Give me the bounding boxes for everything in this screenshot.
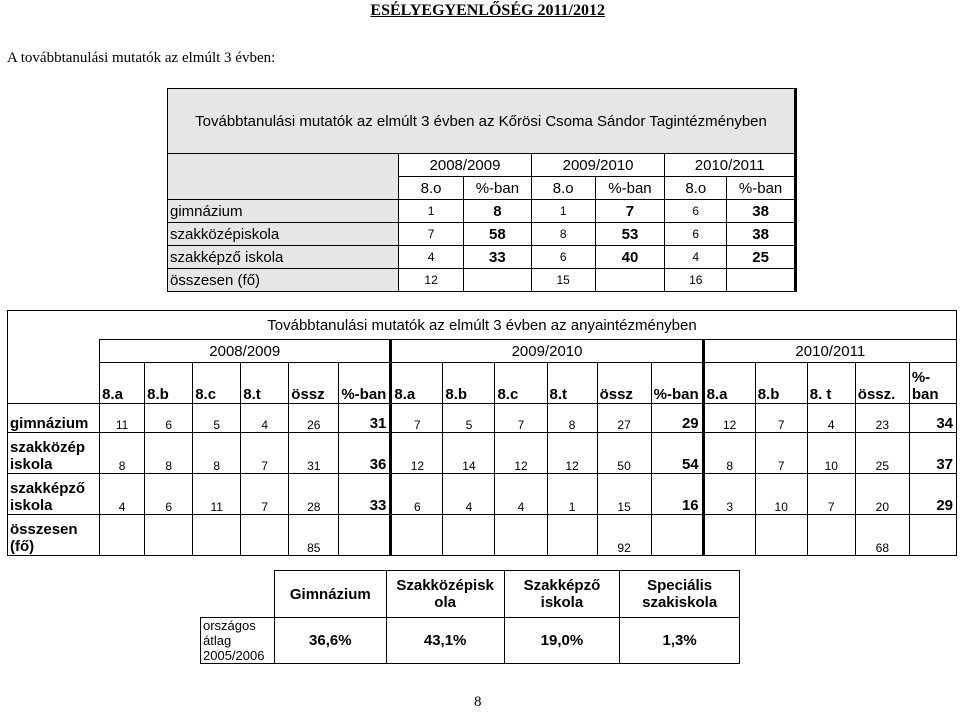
percent-cell: 16	[651, 474, 703, 515]
sub-header: 8.o	[399, 177, 464, 200]
row-label: összesen (fő)	[8, 515, 100, 556]
sub-header: %-ban	[651, 363, 703, 404]
count-cell: 4	[100, 474, 145, 515]
count-cell: 31	[289, 433, 339, 474]
average-value: 36,6%	[274, 618, 386, 664]
count-cell: 4	[807, 404, 855, 433]
count-cell: 7	[241, 474, 289, 515]
count-cell: 6	[391, 474, 443, 515]
row-label: szakképző iskola	[8, 474, 100, 515]
count-cell: 4	[665, 246, 727, 269]
table-row	[168, 223, 796, 246]
count-cell: 27	[597, 404, 651, 433]
count-cell: 8	[531, 223, 595, 246]
count-cell: 7	[241, 433, 289, 474]
table-row	[168, 246, 796, 269]
row-label: szakképző iskola	[168, 246, 399, 269]
table-row	[8, 515, 957, 556]
sub-header: össz	[597, 363, 651, 404]
main-school-table	[7, 310, 957, 556]
count-cell: 4	[443, 474, 495, 515]
table-row	[8, 474, 957, 515]
sub-header: %-ban	[727, 177, 796, 200]
count-cell: 4	[495, 474, 547, 515]
count-cell: 26	[289, 404, 339, 433]
count-cell: 16	[665, 269, 727, 292]
sub-header: %-ban	[595, 177, 665, 200]
percent-cell	[339, 515, 391, 556]
year-header: 2009/2010	[531, 154, 665, 177]
percent-cell: 37	[909, 433, 956, 474]
main-table-corner	[8, 340, 100, 404]
count-cell: 14	[443, 433, 495, 474]
sub-header: 8.a	[703, 363, 755, 404]
percent-cell: 34	[909, 404, 956, 433]
row-label: szakközép iskola	[8, 433, 100, 474]
table-row	[8, 404, 957, 433]
count-cell: 7	[755, 404, 807, 433]
count-cell: 6	[665, 200, 727, 223]
year-header: 2008/2009	[100, 340, 391, 363]
sub-header: össz.	[855, 363, 909, 404]
count-cell: 10	[755, 474, 807, 515]
sub-header: 8.b	[443, 363, 495, 404]
school-type-header: Szakközépisk ola	[386, 571, 504, 618]
sub-header: %-ban	[339, 363, 391, 404]
count-cell: 12	[547, 433, 597, 474]
count-cell: 12	[399, 269, 464, 292]
sub-header: 8.c	[193, 363, 241, 404]
average-value: 1,3%	[620, 618, 740, 664]
count-cell: 50	[597, 433, 651, 474]
national-table-corner	[201, 571, 275, 618]
percent-cell: 40	[595, 246, 665, 269]
percent-cell: 29	[651, 404, 703, 433]
count-cell: 8	[703, 433, 755, 474]
year-header: 2009/2010	[391, 340, 703, 363]
count-cell: 68	[855, 515, 909, 556]
count-cell: 3	[703, 474, 755, 515]
school-table	[167, 88, 797, 292]
national-average-table	[200, 570, 740, 664]
table-row	[168, 200, 796, 223]
count-cell: 10	[807, 433, 855, 474]
count-cell	[391, 515, 443, 556]
count-cell: 15	[597, 474, 651, 515]
sub-header: 8.b	[145, 363, 193, 404]
school-type-header: Gimnázium	[274, 571, 386, 618]
table-row	[8, 433, 957, 474]
count-cell	[755, 515, 807, 556]
average-value: 19,0%	[504, 618, 620, 664]
count-cell: 6	[145, 474, 193, 515]
sub-header: össz	[289, 363, 339, 404]
percent-cell: 36	[339, 433, 391, 474]
national-average-label: országos átlag 2005/2006	[201, 618, 275, 664]
count-cell: 25	[855, 433, 909, 474]
count-cell: 11	[193, 474, 241, 515]
school-type-header: Szakképző iskola	[504, 571, 620, 618]
intro-text: A továbbtanulási mutatók az elmúlt 3 évben:	[7, 50, 276, 66]
sub-header: 8.t	[241, 363, 289, 404]
percent-cell: 54	[651, 433, 703, 474]
row-label: gimnázium	[168, 200, 399, 223]
count-cell: 1	[531, 200, 595, 223]
page-number: 8	[474, 694, 482, 710]
percent-cell	[595, 269, 665, 292]
count-cell: 7	[495, 404, 547, 433]
count-cell: 7	[391, 404, 443, 433]
count-cell: 6	[145, 404, 193, 433]
sub-header: %-ban	[909, 363, 956, 404]
count-cell	[443, 515, 495, 556]
count-cell: 1	[547, 474, 597, 515]
count-cell	[495, 515, 547, 556]
year-header: 2010/2011	[703, 340, 956, 363]
sub-header: 8.t	[547, 363, 597, 404]
count-cell	[703, 515, 755, 556]
count-cell: 11	[100, 404, 145, 433]
school-type-header: Speciális szakiskola	[620, 571, 740, 618]
count-cell: 6	[531, 246, 595, 269]
count-cell: 4	[241, 404, 289, 433]
count-cell: 85	[289, 515, 339, 556]
row-label: összesen (fő)	[168, 269, 399, 292]
percent-cell: 7	[595, 200, 665, 223]
school-table-title: Továbbtanulási mutatók az elmúlt 3 évben az Kőrösi Csoma Sándor Tagintézményben	[168, 89, 796, 154]
document-header: ESÉLYEGYENLŐSÉG 2011/2012	[370, 2, 605, 19]
row-label: szakközépiskola	[168, 223, 399, 246]
row-label: gimnázium	[8, 404, 100, 433]
average-value: 43,1%	[386, 618, 504, 664]
year-header: 2008/2009	[399, 154, 532, 177]
count-cell: 5	[193, 404, 241, 433]
year-header: 2010/2011	[665, 154, 796, 177]
table-row	[168, 269, 796, 292]
count-cell	[241, 515, 289, 556]
count-cell: 12	[391, 433, 443, 474]
sub-header: 8.a	[391, 363, 443, 404]
count-cell: 8	[193, 433, 241, 474]
school-table-corner	[168, 154, 399, 200]
count-cell: 12	[495, 433, 547, 474]
percent-cell: 29	[909, 474, 956, 515]
count-cell: 7	[399, 223, 464, 246]
sub-header: 8.a	[100, 363, 145, 404]
sub-header: 8.o	[531, 177, 595, 200]
percent-cell: 58	[463, 223, 531, 246]
sub-header: 8.c	[495, 363, 547, 404]
sub-header: %-ban	[463, 177, 531, 200]
count-cell: 6	[665, 223, 727, 246]
percent-cell	[651, 515, 703, 556]
count-cell	[193, 515, 241, 556]
count-cell: 28	[289, 474, 339, 515]
count-cell	[547, 515, 597, 556]
sub-header: 8.b	[755, 363, 807, 404]
count-cell: 23	[855, 404, 909, 433]
count-cell	[145, 515, 193, 556]
percent-cell: 25	[727, 246, 796, 269]
count-cell: 1	[399, 200, 464, 223]
count-cell: 92	[597, 515, 651, 556]
percent-cell: 33	[463, 246, 531, 269]
count-cell: 5	[443, 404, 495, 433]
count-cell: 7	[755, 433, 807, 474]
percent-cell: 31	[339, 404, 391, 433]
percent-cell: 38	[727, 223, 796, 246]
count-cell: 15	[531, 269, 595, 292]
main-school-table-title: Továbbtanulási mutatók az elmúlt 3 évben az anyaintézményben	[8, 311, 957, 340]
percent-cell: 53	[595, 223, 665, 246]
count-cell: 8	[547, 404, 597, 433]
percent-cell: 33	[339, 474, 391, 515]
count-cell: 8	[145, 433, 193, 474]
percent-cell	[727, 269, 796, 292]
count-cell: 4	[399, 246, 464, 269]
count-cell: 12	[703, 404, 755, 433]
count-cell: 7	[807, 474, 855, 515]
count-cell	[100, 515, 145, 556]
sub-header: 8.o	[665, 177, 727, 200]
sub-header: 8. t	[807, 363, 855, 404]
count-cell: 8	[100, 433, 145, 474]
count-cell: 20	[855, 474, 909, 515]
percent-cell	[909, 515, 956, 556]
percent-cell: 38	[727, 200, 796, 223]
count-cell	[807, 515, 855, 556]
percent-cell	[463, 269, 531, 292]
percent-cell: 8	[463, 200, 531, 223]
